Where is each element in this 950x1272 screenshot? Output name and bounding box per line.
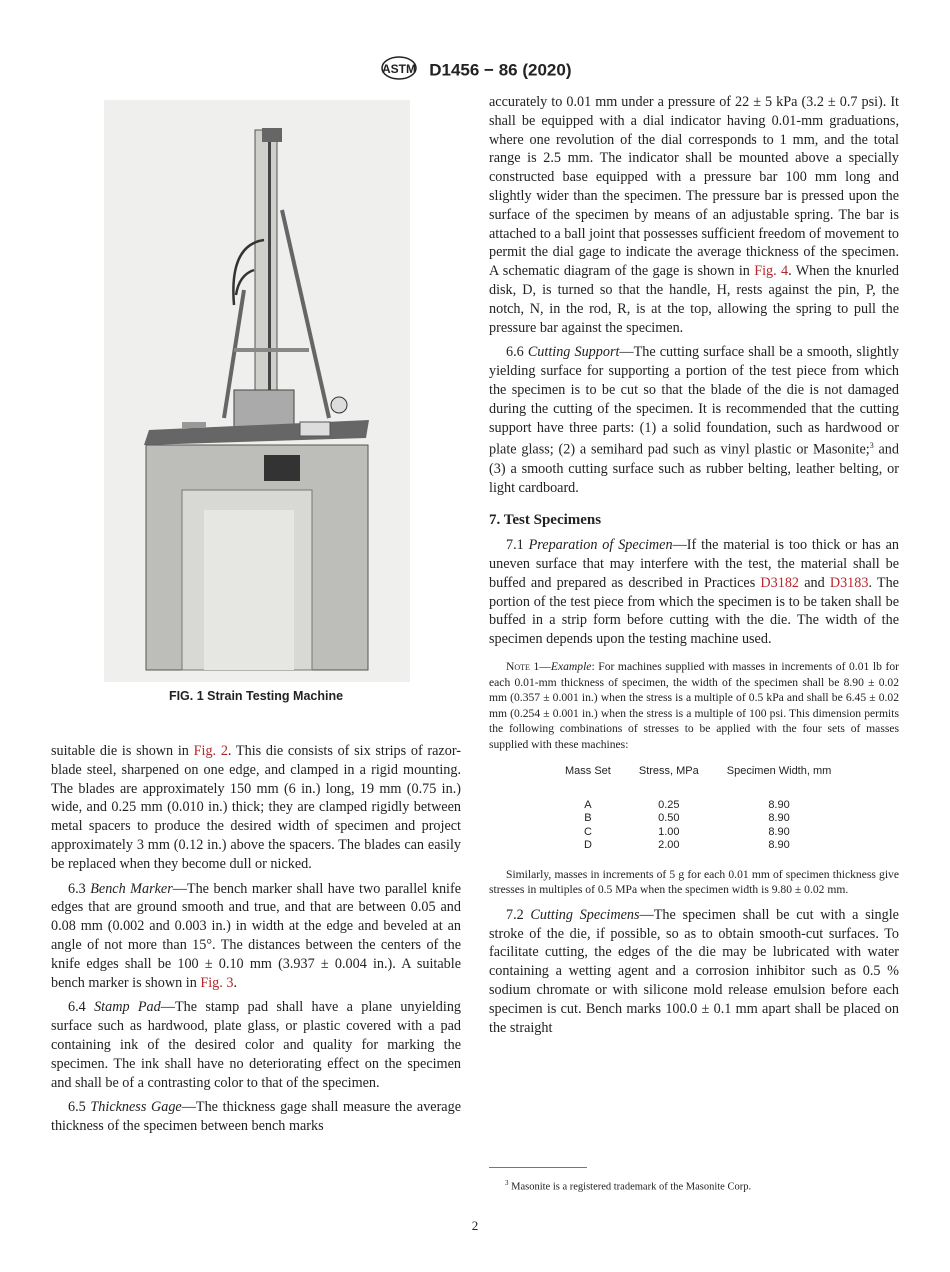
- svg-text:ASTM: ASTM: [381, 62, 416, 76]
- footnote-divider: [489, 1167, 587, 1168]
- note-1: Note 1—Example: For machines supplied with masses in increments of 0.01 lb for each 0.01-mm thickness of specimen, the width of the specimen shall be 8.90 ± 0.02 mm (0.357 ± 0.001 in.) when the stress is a multiple of 0.5 kPa and shall be 6.45 ± 0.02 mm (0.254 ± 0.001 in.) when the stress is a multiple of 100 psi. This dimension permits the following combinations of stresses to be applied with the four sets of masses supplied with these machines:: [489, 660, 899, 751]
- section-7-heading: 7. Test Specimens: [489, 512, 602, 529]
- section-6-3: 6.3 Bench Marker—The bench marker shall have two parallel knife edges that are ground smooth and true, and that are between 0.05 and 0.08 mm (0.002 and 0.003 in.) in width at the edge and beveled at an angle of not more than 15°. The distances between the centers of the knife edges shall be 100 ± 0.10 mm (3.937 ± 0.004 in.). A suitable bench marker is shown in Fig. 3.: [51, 880, 462, 991]
- d3183-link[interactable]: D3183: [829, 574, 869, 591]
- column-header: Specimen Width, mm: [726, 765, 832, 778]
- section-6-4: 6.4 Stamp Pad—The stamp pad shall have a plane unyielding surface such as hardwood, plate glass, or plastic covered with a pad containing ink of the desired color and quality for marking the specimen. The ink shall have no deteriorating effect on the specimen and shall be of a contrasting color to that of the specimen.: [51, 999, 462, 1091]
- d3182-link[interactable]: D3182: [760, 574, 800, 591]
- right-column: [489, 93, 899, 1043]
- section-6-6: 6.6 Cutting Support—The cutting surface shall be a smooth, slightly yielding surface for supporting a portion of the test piece from which the specimen is to be cut so that the blade of the die is not damaged during the cutting of the specimen. It is recommended that the cutting support have three parts: (1) a solid foundation, such as hardwood or plate glass; (2) a semihard pad such as vinyl plastic or Masonite;$^3$ and (3) a smooth cutting surface such as rubber belting, leather belting, or light cardboard.: [489, 344, 900, 496]
- paragraph-die: suitable die is shown in Fig. 2. This die consists of six strips of razor-blade steel, sharpened on one edge, and clamped in a rigid mounting. The blades are approximately 150 mm (6 in.) long, 19 mm (0.75 in.) wide, and 0.25 mm (0.010 in.) thick; they are clamped rigidly between metal spacers to produce the desired width of specimen and project approximately 3 mm (0.12 in.) above the spacers. The blades can easily be replaced when they become dull or nicked.: [51, 743, 461, 872]
- note-1-continued: Similarly, masses in increments of 5 g for each 0.01 mm of specimen thickness give stresses in multiples of 0.5 MPa when the specimen width is 9.80 ± 0.02 mm.: [489, 867, 899, 897]
- section-title: Stamp Pad: [94, 999, 161, 1016]
- section-7-1: 7.1 Preparation of Specimen—If the material is too thick or has an uneven surface that may interfere with the test, the material shall be buffed and prepared as described in Practices D3182 and D3183. The portion of the test piece from which the specimen is to be taken shall be buffed in a strip form before cutting with the die. The width of the specimen depends upon the testing machine used.: [489, 537, 900, 648]
- table-row: D 2.00 8.90: [583, 839, 790, 852]
- section-7-2: 7.2 Cutting Specimens—The specimen shall be cut with a single stroke of the die, if possible, so as to obtain smooth-cut surfaces. To facilitate cutting, the edges of the die may be lubricated with water containing a wetting agent and a corrosion inhibitor such as 0.5 % sodium chromate or with silicone mold release emulsion before each specimen is cut. Bench marks 100.0 ± 0.1 mm apart shall be placed on the straight: [489, 906, 899, 1036]
- section-title: Preparation of Specimen: [528, 537, 673, 554]
- page-number: 2: [471, 1218, 479, 1233]
- fig-3-link[interactable]: Fig. 3: [200, 974, 234, 991]
- machine-photo-illustration: [104, 100, 410, 682]
- section-title: Cutting Support: [527, 344, 620, 361]
- footnote-ref[interactable]: 3: [869, 441, 874, 451]
- astm-logo-icon: [379, 55, 419, 86]
- table-row: B 0.50 8.90: [584, 812, 790, 825]
- column-header: Stress, MPa: [638, 765, 699, 778]
- section-title: Cutting Specimens: [530, 906, 640, 923]
- table-row: C 1.00 8.90: [583, 825, 790, 838]
- page-header: [0, 55, 950, 86]
- figure-caption: FIG. 1 Strain Testing Machine: [168, 689, 344, 703]
- fig-2-link[interactable]: Fig. 2: [193, 743, 228, 759]
- section-6-5: 6.5 Thickness Gage—The thickness gage shall measure the average thickness of the specimen between bench marks: [51, 1099, 461, 1135]
- section-title: Bench Marker: [90, 880, 173, 897]
- note-label: Note 1: [506, 660, 540, 674]
- fig-4-link[interactable]: Fig. 4: [754, 263, 789, 280]
- footnote: $^3$ Masonite is a registered trademark of the Masonite Corp.: [505, 1179, 752, 1193]
- document-title: D1456 − 86 (2020): [429, 60, 572, 80]
- section-title: Thickness Gage: [90, 1099, 182, 1116]
- left-column: [51, 742, 461, 1142]
- paragraph-thickness-gage-cont: accurately to 0.01 mm under a pressure of 22 ± 5 kPa (3.2 ± 0.7 psi). It shall be equipped with a dial indicator having 0.01-mm graduations, where one revolution of the dial corresponds to 1 mm, and the total range is 2.5 mm. The indicator shall be mounted above a specially constructed base equipped with a pressure bar 100 mm long and slightly wider than the specimen. The pressure bar is pressed upon the surface of the specimen by means of an adjustable spring. The bar is attached to a ball joint that possesses sufficient freedom of movement to permit the dial gage to indicate the average thickness of the specimen. A schematic diagram of the gage is shown in Fig. 4. When the knurled disk, D, is turned so that the handle, H, rests against the pin, P, the notch, N, in the rod, R, is at the top, allowing the spring to pull the pressure bar against the specimen.: [489, 94, 899, 336]
- table-row: A 0.25 8.90: [584, 798, 790, 811]
- column-header: Mass Set: [565, 765, 611, 778]
- table-header-row: [551, 762, 845, 799]
- footnote-marker: 3: [505, 1179, 509, 1187]
- mass-set-table: [551, 762, 845, 853]
- strain-testing-machine-figure: [104, 100, 410, 682]
